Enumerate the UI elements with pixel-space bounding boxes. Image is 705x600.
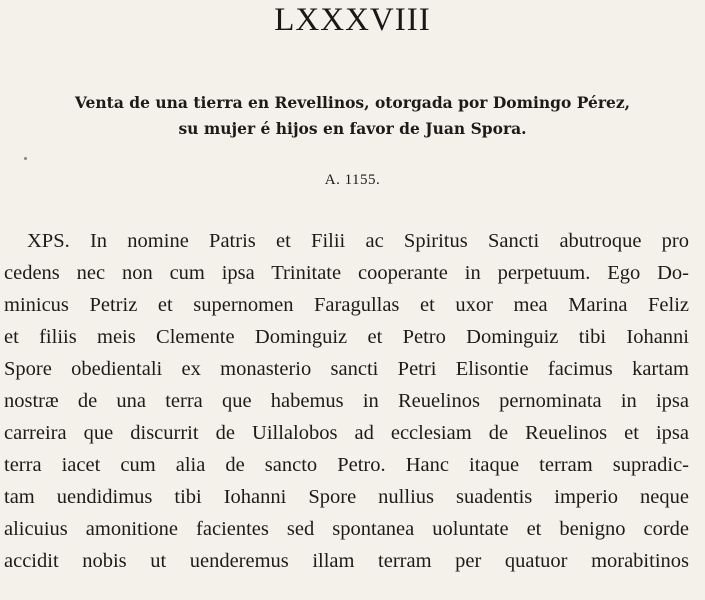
body-line: minicus Petriz et supernomen Faragullas et uxor mea Marina Feliz — [4, 294, 689, 316]
body-line: cedens nec non cum ipsa Trinitate cooperante in perpetuum. Ego Do- — [4, 262, 689, 284]
body-line: terra iacet cum alia de sancto Petro. Hanc itaque terram supradic- — [4, 454, 689, 476]
body-line: tam uendidimus tibi Iohanni Spore nullius suadentis imperio neque — [4, 486, 689, 508]
print-speck — [24, 157, 27, 160]
body-line: accidit nobis ut uenderemus illam terram per quatuor morabitinos — [4, 550, 689, 572]
document-number: LXXXVIII — [274, 2, 431, 38]
body-line: XPS. In nomine Patris et Filii ac Spiritus Sancti abutroque pro — [27, 230, 689, 252]
body-line: alicuius amonitione facientes sed spontanea uoluntate et benigno corde — [4, 518, 689, 540]
heading-line-1: Venta de una tierra en Revellinos, otorgada por Domingo Pérez, — [74, 93, 631, 112]
body-line: nostræ de una terra que habemus in Reuelinos pernominata in ipsa — [4, 390, 689, 412]
body-line: et filiis meis Clemente Dominguiz et Petro Dominguiz tibi Iohanni — [4, 326, 689, 348]
heading-line-2: su mujer é hijos en favor de Juan Spora. — [178, 119, 527, 138]
document-body — [0, 225, 705, 577]
document-heading — [20, 90, 685, 142]
body-line: Spore obedientali ex monasterio sancti Petri Elisontie facimus kartam — [4, 358, 689, 380]
document-date: A. 1155. — [324, 172, 381, 188]
body-line: carreira que discurrit de Uillalobos ad ecclesiam de Reuelinos et ipsa — [4, 422, 689, 444]
